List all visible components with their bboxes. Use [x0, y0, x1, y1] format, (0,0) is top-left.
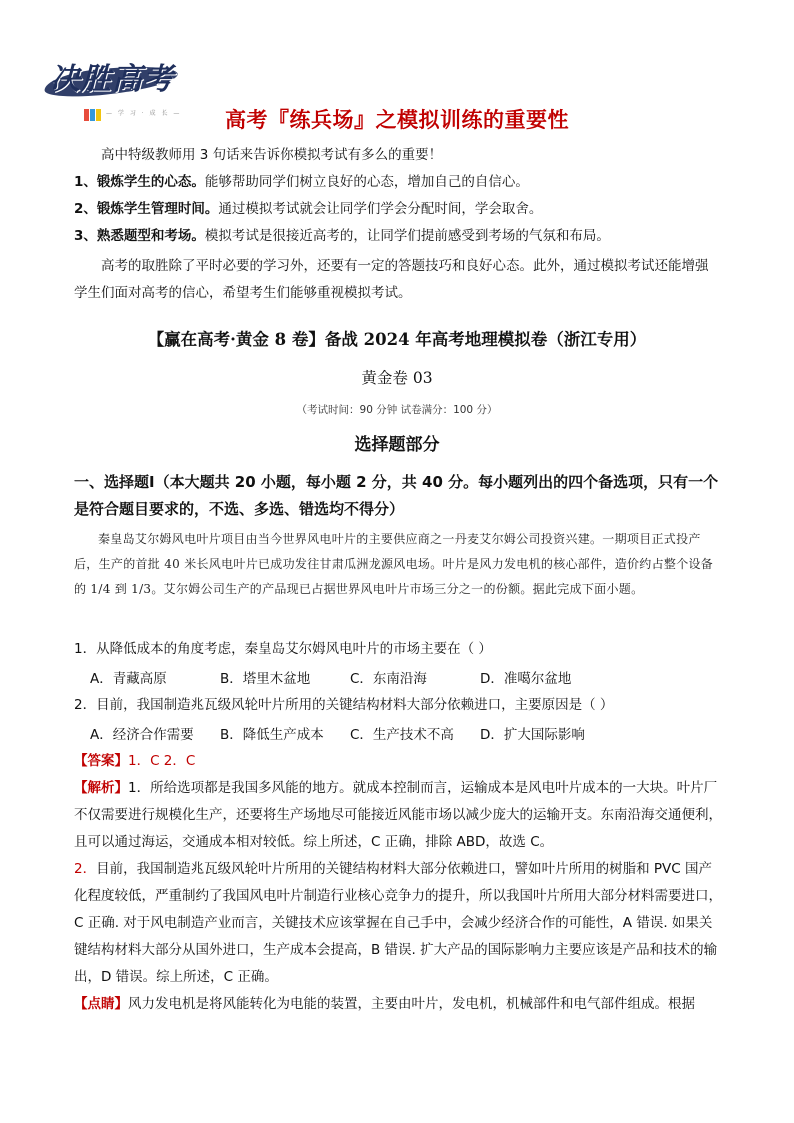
question-2-options [90, 723, 710, 743]
intro-item-2-body: 通过模拟考试就会让同学们学会分配时间，学会取舍。 [218, 201, 543, 217]
question-1-option-d: D．准噶尔盆地 [480, 671, 572, 687]
question-2-option-a: A．经济合作需要 [90, 727, 194, 743]
question-2-option-d: D．扩大国际影响 [480, 727, 585, 743]
intro-item-1 [74, 172, 720, 192]
exam-title: 【赢在高考·黄金 8 卷】备战 2024 年高考地理模拟卷（浙江专用） [147, 330, 647, 349]
question-1-stem: 1．从降低成本的角度考虑，秦皇岛艾尔姆风电叶片的市场主要在（ ） [74, 641, 492, 657]
analysis-2-number: 2． [74, 861, 97, 877]
intro-lead: 高中特级教师用 3 句话来告诉你模拟考试有多么的重要！ [101, 147, 443, 163]
intro-item-3 [74, 226, 720, 246]
intro-item-2 [74, 199, 720, 219]
answer-text: 1．C 2．C [128, 753, 196, 769]
intro-item-1-body: 能够帮助同学们树立良好的心态，增加自己的自信心。 [204, 174, 529, 190]
page-banner-title: 高考『练兵场』之模拟训练的重要性 [225, 108, 569, 132]
question-2-option-b: B．降低生产成本 [220, 727, 324, 743]
analysis-1 [74, 775, 724, 856]
analysis-2 [74, 856, 724, 991]
answer-label: 【答案】 [74, 753, 128, 769]
logo-tagline: — 学 习 · 成 长 — [106, 110, 182, 117]
question-section-heading: 一、选择题Ⅰ（本大题共 20 小题，每小题 2 分，共 40 分。每小题列出的四个备选项，只有一个是符合题目要求的，不选、多选、错选均不得分） [74, 473, 719, 518]
tip-label: 【点睛】 [74, 996, 128, 1012]
intro-item-2-head: 2、锻炼学生管理时间。 [74, 201, 219, 217]
tip-line [74, 991, 724, 1018]
question-2-stem: 2．目前，我国制造兆瓦级风轮叶片所用的关键结构材料大部分依赖进口，主要原因是（ ） [74, 697, 614, 713]
exam-subtitle: 黄金卷 03 [361, 369, 433, 387]
section-title: 选择题部分 [354, 435, 440, 455]
question-1-options [90, 667, 710, 687]
answer-line [74, 748, 724, 775]
intro-closing: 高考的取胜除了平时必要的学习外，还要有一定的答题技巧和良好心态。此外，通过模拟考试还能增强学生们面对高考的信心，希望考生们能够重视模拟考试。 [74, 258, 709, 301]
question-1-option-c: C．东南沿海 [350, 671, 427, 687]
intro-item-3-body: 模拟考试是很接近高考的，让同学们提前感受到考场的气氛和布局。 [204, 228, 610, 244]
logo-wordmark: 决胜高考 [50, 62, 174, 97]
intro-item-1-head: 1、锻炼学生的心态。 [74, 174, 205, 190]
question-1-option-b: B．塔里木盆地 [220, 671, 311, 687]
question-2-option-c: C．生产技术不高 [350, 727, 454, 743]
analysis-1-text: 1．所给选项都是我国多风能的地方。就成本控制而言，运输成本是风电叶片成本的一大块。叶片厂不仅需要进行规模化生产，还要将生产场地尽可能接近风能市场以减少庞大的运输开支。东南沿海交通便利，且可以通过海运，交通成本相对较低。综上所述，C 正确，排除 ABD，故选 C。 [74, 780, 722, 850]
exam-note: （考试时间：90 分钟 试卷满分：100 分） [296, 404, 498, 416]
question-1-option-a: A．青藏高原 [90, 671, 167, 687]
analysis-2-text: 目前，我国制造兆瓦级风轮叶片所用的关键结构材料大部分依赖进口，譬如叶片所用的树脂和 PVC 国产化程度较低，严重制约了我国风电叶片制造行业核心竞争力的提升，所以我国叶片所用大部分材料需要进口，C 正确. 对于风电制造产业而言，关键技术应该掌握在自己手中，会减少经济合作的可能性，A 错误. 如果关键结构材料大部分从国外进口，生产成本会提高，B 错误. 扩大产品的国际影响力主要应该是产品和技术的输出，D 错误。综上所述，C 正确。 [74, 861, 722, 985]
tip-text: 风力发电机是将风能转化为电能的装置，主要由叶片，发电机，机械部件和电气部件组成。根据 [128, 996, 695, 1012]
analysis-label: 【解析】 [74, 780, 128, 796]
intro-item-3-head: 3、熟悉题型和考场。 [74, 228, 205, 244]
reading-passage: 秦皇岛艾尔姆风电叶片项目由当今世界风电叶片的主要供应商之一丹麦艾尔姆公司投资兴建。一期项目正式投产后，生产的首批 40 米长风电叶片已成功发往甘肃瓜洲龙源风电场。叶片是风力发电机的核心部件，造价约占整个设备的 1/4 到 1/3。艾尔姆公司生产的产品现已占据世界风电叶片市场三分之一的份额。据此完成下面小题。 [74, 532, 714, 596]
